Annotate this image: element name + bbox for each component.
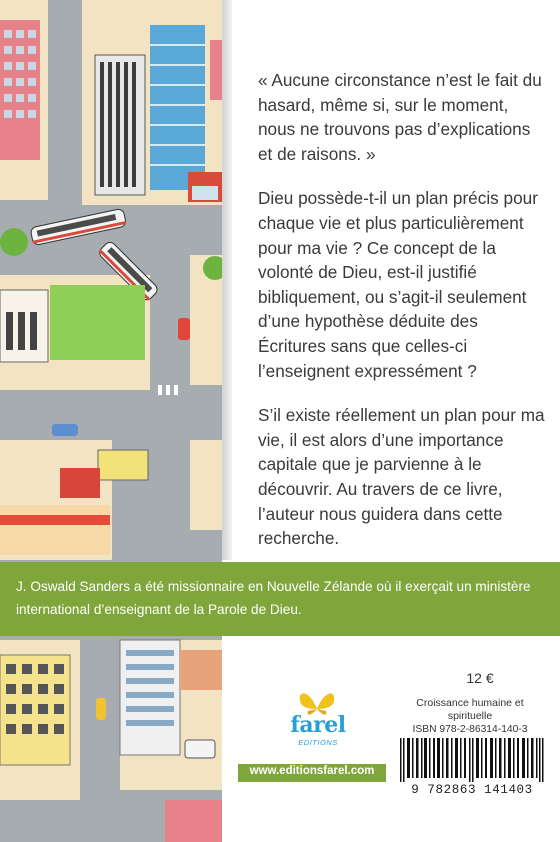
back-cover-text	[258, 68, 548, 571]
barcode-digits: 9 782863 141403	[411, 783, 533, 797]
paragraph-questions: Dieu possède-t-il un plan précis pour chaque vie et plus particulièrement pour ma vie ? Ce concept de la volonté de Dieu, est-il justifié bibliquement, ou s’agit-il seulement d’une hypothèse déduite des Écritures sans que celles-ci l’enseignent expressément ?	[258, 188, 538, 381]
publisher-website[interactable]: www.editionsfarel.com	[249, 765, 375, 777]
publisher-logo-sub: EDITIONS	[298, 738, 338, 747]
isbn: ISBN 978-2-86314-140-3	[412, 724, 528, 735]
author-bio: J. Oswald Sanders a été missionnaire en Nouvelle Zélande où il exerçait un ministère international d’enseignant de la Parole de Dieu.	[16, 579, 531, 617]
price: 12 €	[466, 670, 494, 686]
collection-name: Croissance humaine et spirituelle	[416, 697, 524, 722]
city-illustration	[0, 0, 222, 842]
barcode	[398, 738, 546, 782]
paragraph-plan: S’il existe réellement un plan pour ma vie, il est alors d’une importance capitale que je parvienne à le découvrir. Au travers de ce livre, l’auteur nous guidera dans cette recherche.	[258, 405, 545, 549]
quote: « Aucune circonstance n’est le fait du hasard, même si, sur le moment, nous ne trouvons pas d’explications et de raisons. »	[258, 70, 542, 164]
publisher-logo-word: farel	[290, 712, 346, 738]
